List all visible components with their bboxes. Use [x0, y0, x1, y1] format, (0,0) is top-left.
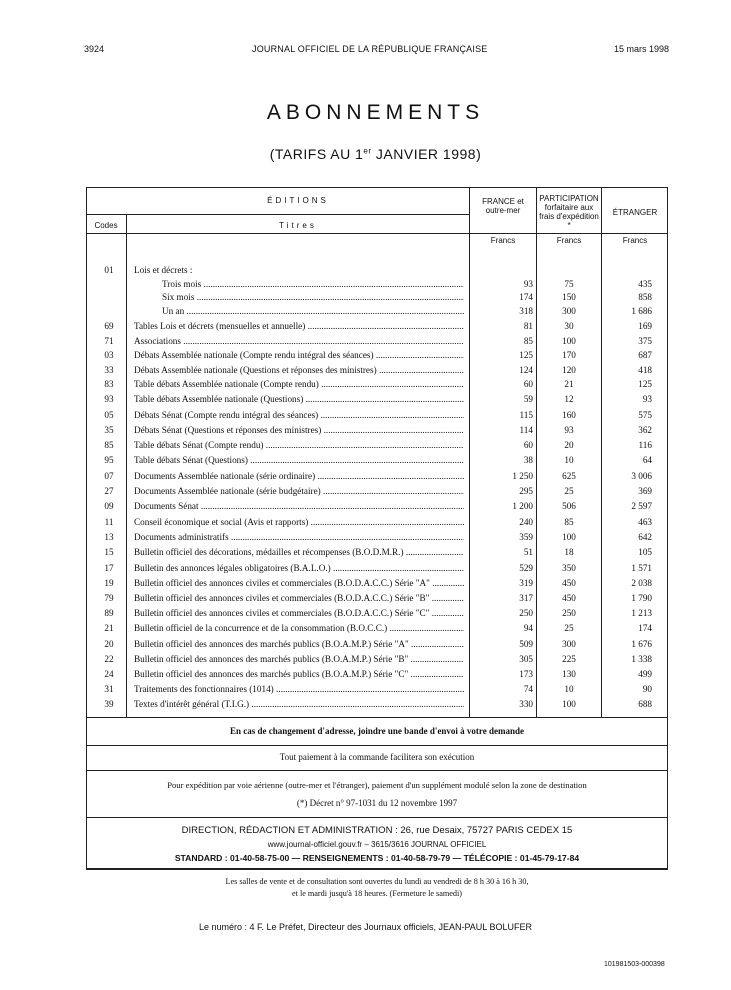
row-france-price: 305	[519, 654, 533, 664]
row-participation: 25	[564, 486, 574, 496]
row-title: Documents Sénat .....	[134, 499, 464, 514]
row-etranger-price: 3 006	[631, 471, 652, 481]
row-france-price: 94	[523, 623, 533, 633]
row-participation: 18	[564, 547, 574, 557]
issue-date: 15 mars 1998	[614, 44, 670, 54]
row-title: Six mois .....	[162, 290, 464, 305]
row-participation: 120	[562, 365, 576, 375]
titres-header: Titres	[279, 221, 317, 230]
row-code: 20	[104, 639, 114, 649]
table-bottom-line	[86, 717, 668, 718]
row-france-price: 114	[519, 425, 533, 435]
row-code: 09	[104, 501, 114, 511]
table-row	[86, 697, 668, 712]
row-etranger-price: 375	[638, 336, 652, 346]
row-etranger-price: 1 571	[631, 563, 652, 573]
row-participation: 250	[562, 608, 576, 618]
row-etranger-price: 688	[638, 699, 652, 709]
table-row	[86, 438, 668, 453]
row-participation: 100	[562, 532, 576, 542]
page-subtitle	[10, 146, 731, 162]
row-participation: 150	[562, 292, 576, 302]
row-france-price: 359	[519, 532, 533, 542]
table-row	[86, 576, 668, 591]
row-etranger-price: 125	[638, 379, 652, 389]
table-row	[86, 319, 668, 334]
row-france-price: 319	[519, 578, 533, 588]
row-title: Bulletin officiel des décorations, médailles et récompenses (B.O.D.M.R.) .....	[134, 545, 464, 560]
row-participation: 10	[564, 455, 574, 465]
table-row	[86, 469, 668, 484]
row-code: 89	[104, 608, 114, 618]
header-divider	[86, 233, 668, 234]
table-row	[86, 515, 668, 530]
unit-participation: Francs	[556, 236, 582, 245]
airmail-note: Pour expédition par voie aérienne (outre-mer et l'étranger), paiement d'un supplément modulé selon la zone de destination	[167, 780, 587, 790]
row-france-price: 93	[523, 279, 533, 289]
row-code: 05	[104, 410, 114, 420]
table-row	[86, 637, 668, 652]
row-participation: 160	[562, 410, 576, 420]
row-etranger-price: 435	[638, 279, 652, 289]
issue-price-footer: Le numéro : 4 F. Le Préfet, Directeur des Journaux officiels, JEAN-PAUL BOLUFER	[199, 922, 532, 932]
row-participation: 85	[564, 517, 574, 527]
row-title: Trois mois .....	[162, 277, 464, 292]
row-code: 15	[104, 547, 114, 557]
row-participation: 12	[564, 394, 574, 404]
etranger-header: ÉTRANGER	[612, 208, 658, 217]
row-code: 03	[104, 350, 114, 360]
row-title: Débats Assemblée nationale (Compte rendu intégral des séances) .....	[134, 348, 464, 363]
table-row	[86, 667, 668, 682]
row-title: Débats Sénat (Compte rendu intégral des séances) .....	[134, 408, 464, 423]
page-number: 3924	[84, 44, 105, 54]
row-etranger-price: 642	[638, 532, 652, 542]
note-divider-1	[86, 745, 668, 746]
row-code: 31	[104, 684, 114, 694]
reference-number: 101981503-000398	[604, 961, 665, 968]
row-code: 69	[104, 321, 114, 331]
table-row	[86, 453, 668, 468]
row-code: 27	[104, 486, 114, 496]
row-etranger-price: 575	[638, 410, 652, 420]
editions-header: ÉDITIONS	[267, 196, 329, 205]
table-row	[86, 392, 668, 407]
row-france-price: 74	[523, 684, 533, 694]
row-etranger-price: 858	[638, 292, 652, 302]
table-row	[86, 423, 668, 438]
table-row	[86, 621, 668, 636]
note-divider-4	[86, 869, 668, 870]
row-code: 19	[104, 578, 114, 588]
payment-note: Tout paiement à la commande facilitera son exécution	[279, 752, 475, 762]
row-etranger-price: 362	[638, 425, 652, 435]
row-france-price: 1 250	[512, 471, 533, 481]
row-etranger-price: 369	[638, 486, 652, 496]
sales-line-1: Les salles de vente et de consultation sont ouvertes du lundi au vendredi de 8 h 30 à 16 h 30,	[225, 877, 529, 886]
row-code: 85	[104, 440, 114, 450]
row-france-price: 318	[519, 306, 533, 316]
row-etranger-price: 1 686	[631, 306, 652, 316]
row-participation: 450	[562, 593, 576, 603]
subtitle-post: JANVIER 1998)	[371, 146, 482, 162]
row-etranger-price: 1 338	[631, 654, 652, 664]
row-etranger-price: 105	[638, 547, 652, 557]
row-france-price: 250	[519, 608, 533, 618]
row-code: 13	[104, 532, 114, 542]
row-etranger-price: 90	[642, 684, 652, 694]
note-divider-3	[86, 817, 668, 818]
row-etranger-price: 1 676	[631, 639, 652, 649]
table-row	[86, 682, 668, 697]
row-france-price: 509	[519, 639, 533, 649]
row-title: Un an .....	[162, 304, 464, 319]
table-row	[86, 652, 668, 667]
table-row	[86, 484, 668, 499]
row-participation: 350	[562, 563, 576, 573]
row-etranger-price: 2 038	[631, 578, 652, 588]
row-etranger-price: 1 213	[631, 608, 652, 618]
website-line: www.journal-officiel.gouv.fr – 3615/3616 JOURNAL OFFICIEL	[267, 840, 487, 849]
row-code: 93	[104, 394, 114, 404]
france-header: FRANCE et outre-mer	[482, 197, 524, 215]
row-france-price: 59	[523, 394, 533, 404]
row-title: Bulletin officiel des annonces civiles et commerciales (B.O.D.A.C.C.) Série "C" .....	[134, 606, 464, 621]
row-code: 24	[104, 669, 114, 679]
row-code: 33	[104, 365, 114, 375]
row-france-price: 85	[523, 336, 533, 346]
row-france-price: 81	[523, 321, 533, 331]
table-row	[86, 304, 668, 319]
row-etranger-price: 687	[638, 350, 652, 360]
subtitle-pre: (TARIFS AU 1	[269, 146, 364, 162]
row-title: Table débats Assemblée nationale (Questions) .....	[134, 392, 464, 407]
row-title: Table débats Sénat (Questions) .....	[134, 453, 464, 468]
row-title: Traitements des fonctionnaires (1014) .....	[134, 682, 464, 697]
unit-etranger: Francs	[622, 236, 648, 245]
direction-line: DIRECTION, RÉDACTION ET ADMINISTRATION : 26, rue Desaix, 75727 PARIS CEDEX 15	[181, 825, 573, 836]
participation-header: PARTICIPATION forfaitaire aux frais d'expédition *	[539, 194, 599, 230]
row-participation: 300	[562, 306, 576, 316]
row-etranger-price: 2 597	[631, 501, 652, 511]
row-title: Documents Assemblée nationale (série budgétaire) .....	[134, 484, 464, 499]
codes-header: Codes	[94, 221, 118, 230]
row-code: 79	[104, 593, 114, 603]
row-france-price: 60	[523, 440, 533, 450]
row-title: Documents administratifs .....	[134, 530, 464, 545]
row-participation: 93	[564, 425, 574, 435]
row-participation: 100	[562, 699, 576, 709]
row-etranger-price: 116	[638, 440, 652, 450]
row-france-price: 115	[519, 410, 533, 420]
table-row	[86, 363, 668, 378]
row-title: Lois et décrets :	[134, 265, 193, 275]
row-france-price: 1 200	[512, 501, 533, 511]
row-code: 83	[104, 379, 114, 389]
table-row	[86, 348, 668, 363]
row-code: 17	[104, 563, 114, 573]
subtitle-sup: er	[363, 146, 372, 156]
row-france-price: 295	[519, 486, 533, 496]
row-france-price: 174	[519, 292, 533, 302]
row-title: Documents Assemblée nationale (série ordinaire) .....	[134, 469, 464, 484]
table-row	[86, 263, 668, 278]
row-title: Bulletin officiel des annonces civiles et commerciales (B.O.D.A.C.C.) Série "B" .....	[134, 591, 464, 606]
row-france-price: 60	[523, 379, 533, 389]
row-title: Associations .....	[134, 334, 464, 349]
row-etranger-price: 463	[638, 517, 652, 527]
row-title: Bulletin officiel des annonces des marchés publics (B.O.A.M.P.) Série "B" .....	[134, 652, 464, 667]
row-france-price: 529	[519, 563, 533, 573]
row-participation: 30	[564, 321, 574, 331]
row-title: Table débats Sénat (Compte rendu) .....	[134, 438, 464, 453]
row-etranger-price: 499	[638, 669, 652, 679]
row-title: Bulletin des annonces légales obligatoires (B.A.L.O.) .....	[134, 561, 464, 576]
row-participation: 130	[562, 669, 576, 679]
row-participation: 625	[562, 471, 576, 481]
row-title: Tables Lois et décrets (mensuelles et annuelle) .....	[134, 319, 464, 334]
row-etranger-price: 93	[642, 394, 652, 404]
journal-title: JOURNAL OFFICIEL DE LA RÉPUBLIQUE FRANÇAISE	[252, 44, 488, 54]
table-row	[86, 499, 668, 514]
header-divider-editions	[86, 214, 470, 215]
unit-france: Francs	[490, 236, 516, 245]
row-france-price: 330	[519, 699, 533, 709]
row-title: Débats Assemblée nationale (Questions et réponses des ministres) .....	[134, 363, 464, 378]
row-participation: 21	[564, 379, 574, 389]
page-title: ABONNEMENTS	[266, 101, 485, 124]
row-title: Conseil économique et social (Avis et rapports) .....	[134, 515, 464, 530]
row-france-price: 173	[519, 669, 533, 679]
row-france-price: 124	[519, 365, 533, 375]
row-code: 71	[104, 336, 114, 346]
phones-line: STANDARD : 01-40-58-75-00 — RENSEIGNEMENTS : 01-40-58-79-79 — TÉLÉCOPIE : 01-45-79-17-84	[174, 853, 580, 863]
row-title: Table débats Assemblée nationale (Compte rendu) .....	[134, 377, 464, 392]
row-code: 11	[104, 517, 114, 527]
sales-line-2: et le mardi jusqu'à 18 heures. (Fermeture le samedi)	[292, 889, 462, 898]
row-participation: 170	[562, 350, 576, 360]
table-row	[86, 290, 668, 305]
table-row	[86, 591, 668, 606]
table-row	[86, 561, 668, 576]
row-participation: 100	[562, 336, 576, 346]
row-code: 22	[104, 654, 114, 664]
row-etranger-price: 1 790	[631, 593, 652, 603]
row-code: 39	[104, 699, 114, 709]
note-divider-2	[86, 770, 668, 771]
row-france-price: 51	[523, 547, 533, 557]
row-france-price: 240	[519, 517, 533, 527]
row-participation: 300	[562, 639, 576, 649]
row-participation: 75	[564, 279, 574, 289]
change-address-note: En cas de changement d'adresse, joindre une bande d'envoi à votre demande	[229, 726, 525, 736]
table-row	[86, 377, 668, 392]
row-code: 01	[104, 265, 114, 275]
row-title: Bulletin officiel des annonces civiles et commerciales (B.O.D.A.C.C.) Série "A" .....	[134, 576, 464, 591]
row-france-price: 125	[519, 350, 533, 360]
row-title: Textes d'intérêt général (T.I.G.) .....	[134, 697, 464, 712]
table-row	[86, 545, 668, 560]
row-code: 95	[104, 455, 114, 465]
row-participation: 450	[562, 578, 576, 588]
row-etranger-price: 174	[638, 623, 652, 633]
row-etranger-price: 418	[638, 365, 652, 375]
row-france-price: 317	[519, 593, 533, 603]
table-row	[86, 334, 668, 349]
table-row	[86, 606, 668, 621]
row-code: 21	[104, 623, 114, 633]
row-title: Débats Sénat (Questions et réponses des ministres) .....	[134, 423, 464, 438]
row-code: 07	[104, 471, 114, 481]
row-etranger-price: 64	[642, 455, 652, 465]
row-participation: 225	[562, 654, 576, 664]
row-title: Bulletin officiel des annonces des marchés publics (B.O.A.M.P.) Série "C" .....	[134, 667, 464, 682]
table-row	[86, 530, 668, 545]
row-participation: 506	[562, 501, 576, 511]
row-title: Bulletin officiel des annonces des marchés publics (B.O.A.M.P.) Série "A" .....	[134, 637, 464, 652]
row-code: 35	[104, 425, 114, 435]
row-title: Bulletin officiel de la concurrence et de la consommation (B.O.C.C.) .....	[134, 621, 464, 636]
row-participation: 20	[564, 440, 574, 450]
row-france-price: 38	[523, 455, 533, 465]
row-participation: 10	[564, 684, 574, 694]
row-etranger-price: 169	[638, 321, 652, 331]
row-participation: 25	[564, 623, 574, 633]
decree-note: (*) Décret n° 97-1031 du 12 novembre 1997	[296, 798, 458, 808]
table-row	[86, 408, 668, 423]
